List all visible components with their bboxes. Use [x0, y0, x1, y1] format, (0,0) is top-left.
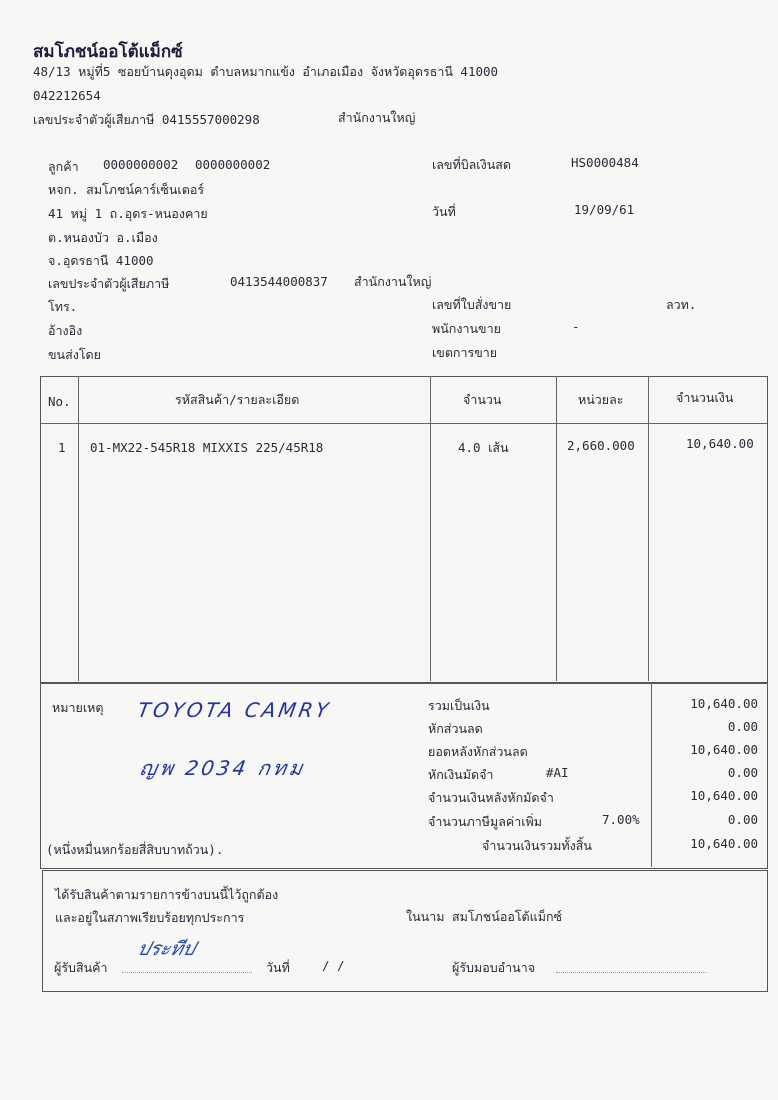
receiver-signature-line	[122, 972, 252, 973]
total-label-discount: หักส่วนลด	[428, 721, 483, 736]
col-divider-1	[78, 376, 79, 681]
sales-zone-label: เขตการขาย	[432, 345, 498, 360]
total-label-grand: จำนวนเงินรวมทั้งสิ้น	[482, 838, 592, 853]
col-divider-4	[648, 376, 649, 681]
receiver-label: ผู้รับสินค้า	[54, 960, 108, 975]
sales-order-label: เลขที่ใบสั่งขาย	[432, 297, 512, 312]
customer-branch: สำนักงานใหญ่	[354, 274, 432, 289]
row-amount: 10,640.00	[686, 436, 754, 451]
customer-name: หจก. สมโภชน์คาร์เซ็นเตอร์	[48, 182, 205, 197]
remarks-handwritten-car: TOYOTA CAMRY	[135, 698, 334, 722]
row-no: 1	[58, 440, 66, 455]
row-description: 01-MX22-545R18 MIXXIS 225/45R18	[90, 440, 324, 455]
invoice-date-label: วันที่	[432, 204, 456, 219]
total-value-deposit: 0.00	[727, 765, 758, 780]
customer-label: ลูกค้า	[48, 159, 79, 174]
salesperson-label: พนักงานขาย	[432, 321, 501, 336]
customer-ship-label: ขนส่งโดย	[48, 347, 101, 362]
header-quantity: จำนวน	[463, 392, 502, 407]
header-description: รหัสสินค้า/รายละเอียด	[175, 392, 300, 407]
customer-phone-label: โทร.	[48, 299, 78, 314]
total-vat-rate: 7.00%	[602, 812, 640, 827]
total-value-grand: 10,640.00	[690, 836, 758, 851]
company-branch: สำนักงานใหญ่	[338, 110, 416, 125]
company-name: สมโภชน์ออโต้แม็กซ์	[33, 42, 183, 62]
receipt-statement-1: ได้รับสินค้าตามรายการข้างบนนี้ไว้ถูกต้อง	[55, 887, 279, 902]
total-value-subtotal: 10,640.00	[690, 696, 758, 711]
invoice-no-label: เลขที่บิลเงินสด	[432, 157, 511, 172]
receipt-statement-2: และอยู่ในสภาพเรียบร้อยทุกประการ	[55, 910, 245, 925]
total-label-after-deposit: จำนวนเงินหลังหักมัดจำ	[428, 790, 554, 805]
authorized-signature-line	[556, 972, 706, 973]
company-tax-id: เลขประจำตัวผู้เสียภาษี 0415557000298	[33, 112, 260, 127]
customer-tax-id: 0413544000837	[230, 274, 328, 289]
total-value-discount: 0.00	[727, 719, 758, 734]
customer-code-1: 0000000002	[103, 157, 179, 172]
total-value-after-deposit: 10,640.00	[690, 788, 758, 803]
header-no: No.	[48, 394, 71, 409]
customer-address-2: ต.หนองบัว อ.เมือง	[48, 230, 158, 245]
total-value-after-discount: 10,640.00	[690, 742, 758, 757]
receiver-signature: ประทีป	[135, 938, 199, 960]
total-label-deposit: หักเงินมัดจำ	[428, 767, 494, 782]
remarks-handwritten-plate: ญพ 2034 กทม	[137, 756, 308, 780]
company-phone: 042212654	[33, 88, 101, 103]
authorized-label: ผู้รับมอบอำนาจ	[452, 960, 536, 975]
col-divider-3	[556, 376, 557, 681]
receive-date-label: วันที่	[266, 960, 290, 975]
total-deposit-code: #AI	[546, 765, 569, 780]
header-amount: จำนวนเงิน	[676, 390, 734, 405]
customer-ref-label: อ้างอิง	[48, 323, 83, 338]
on-behalf-of: ในนาม สมโภชน์ออโต้แม็กซ์	[406, 909, 563, 924]
customer-tax-label: เลขประจำตัวผู้เสียภาษี	[48, 276, 170, 291]
salesperson-value: -	[572, 319, 580, 334]
col-divider-2	[430, 376, 431, 681]
customer-address-1: 41 หมู่ 1 ถ.อุดร-หนองคาย	[48, 206, 208, 221]
amount-in-words: (หนึ่งหมื่นหกร้อยสี่สิบบาทถ้วน).	[46, 842, 224, 857]
invoice-date: 19/09/61	[574, 202, 635, 217]
totals-divider	[651, 683, 652, 867]
total-label-after-discount: ยอดหลังหักส่วนลด	[428, 744, 528, 759]
header-unit-price: หน่วยละ	[578, 392, 624, 407]
customer-code-2: 0000000002	[195, 157, 271, 172]
total-label-vat: จำนวนภาษีมูลค่าเพิ่ม	[428, 814, 542, 829]
row-unit-price: 2,660.000	[567, 438, 635, 453]
invoice-no: HS0000484	[571, 155, 639, 170]
customer-address-3: จ.อุดรธานี 41000	[48, 253, 154, 268]
row-quantity: 4.0 เส้น	[458, 440, 509, 455]
remarks-label: หมายเหตุ	[52, 700, 104, 715]
total-value-vat: 0.00	[727, 812, 758, 827]
receive-date-blank: / /	[322, 958, 345, 973]
company-address: 48/13 หมู่ที่5 ซอยบ้านดุงอุดม ตำบลหมากแข้ง อำเภอเมือง จังหวัดอุดรธานี 41000	[33, 64, 499, 79]
table-header-divider	[40, 423, 767, 424]
total-label-subtotal: รวมเป็นเงิน	[428, 698, 490, 713]
sales-order-value: ลวท.	[666, 297, 697, 312]
